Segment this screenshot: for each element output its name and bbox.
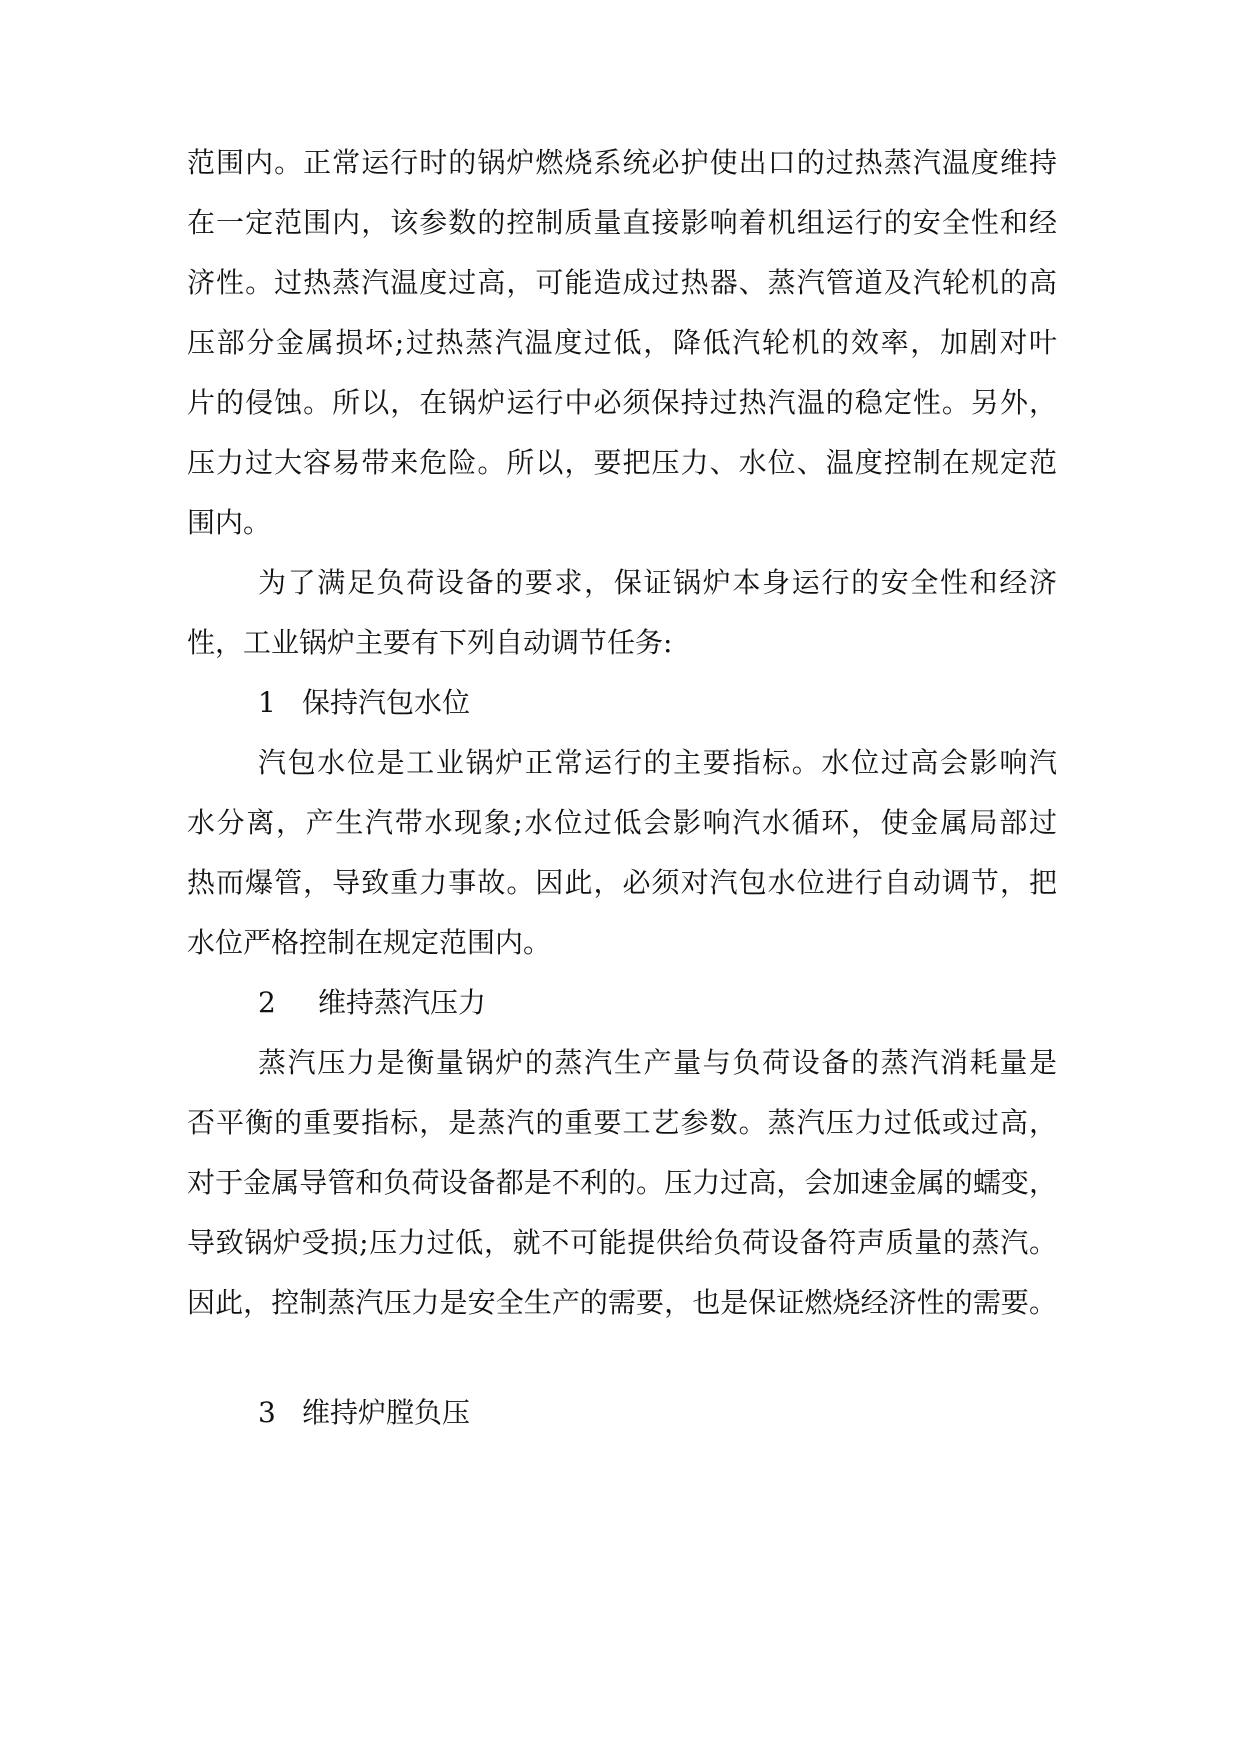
heading-1-number: 1 [258,686,276,719]
heading-3 [258,1393,470,1433]
paragraph-1-line-5: 片的侵蚀。所以，在锅炉运行中必须保持过热汽温的稳定性。另外， [187,386,1057,419]
paragraph-1-line-6: 压力过大容易带来危险。所以，要把压力、水位、温度控制在规定范 [187,446,1057,479]
heading-3-number: 3 [258,1396,276,1429]
heading-2-text: 维持蒸汽压力 [318,986,487,1019]
paragraph-4-line-2: 否平衡的重要指标，是蒸汽的重要工艺参数。蒸汽压力过低或过高， [187,1106,1057,1139]
paragraph-1-line-2: 在一定范围内，该参数的控制质量直接影响着机组运行的安全性和经 [187,206,1057,239]
heading-1-text: 保持汽包水位 [302,686,471,719]
paragraph-3-line-3: 热而爆管，导致重力事故。因此，必须对汽包水位进行自动调节，把 [187,866,1057,899]
paragraph-2-line-1: 为了满足负荷设备的要求，保证锅炉本身运行的安全性和经济 [258,566,1057,599]
heading-2-number: 2 [258,986,276,1019]
heading-3-text: 维持炉膛负压 [302,1396,471,1429]
paragraph-1-line-4: 压部分金属损坏;过热蒸汽温度过低，降低汽轮机的效率，加剧对叶 [187,326,1057,359]
paragraph-3-line-1: 汽包水位是工业锅炉正常运行的主要指标。水位过高会影响汽 [258,746,1057,779]
paragraph-4-line-3: 对于金属导管和负荷设备都是不利的。压力过高，会加速金属的蠕变， [187,1166,1057,1199]
paragraph-3-line-2: 水分离，产生汽带水现象;水位过低会影响汽水循环，使金属局部过 [187,806,1057,839]
paragraph-2-line-2: 性，工业锅炉主要有下列自动调节任务: [187,626,673,659]
paragraph-4-line-1: 蒸汽压力是衡量锅炉的蒸汽生产量与负荷设备的蒸汽消耗量是 [258,1046,1057,1079]
paragraph-3-line-4: 水位严格控制在规定范围内。 [187,926,552,959]
paragraph-4-line-4: 导致锅炉受损;压力过低，就不可能提供给负荷设备符声质量的蒸汽。 [187,1226,1057,1259]
paragraph-1-line-3: 济性。过热蒸汽温度过高，可能造成过热器、蒸汽管道及汽轮机的高 [187,266,1057,299]
heading-2 [258,983,486,1023]
paragraph-4-line-5: 因此，控制蒸汽压力是安全生产的需要，也是保证燃烧经济性的需要。 [187,1286,1057,1319]
paragraph-1-line-1: 范围内。正常运行时的锅炉燃烧系统必护使出口的过热蒸汽温度维持 [187,146,1057,179]
heading-1 [258,683,470,723]
paragraph-1-line-7: 围内。 [187,506,272,539]
